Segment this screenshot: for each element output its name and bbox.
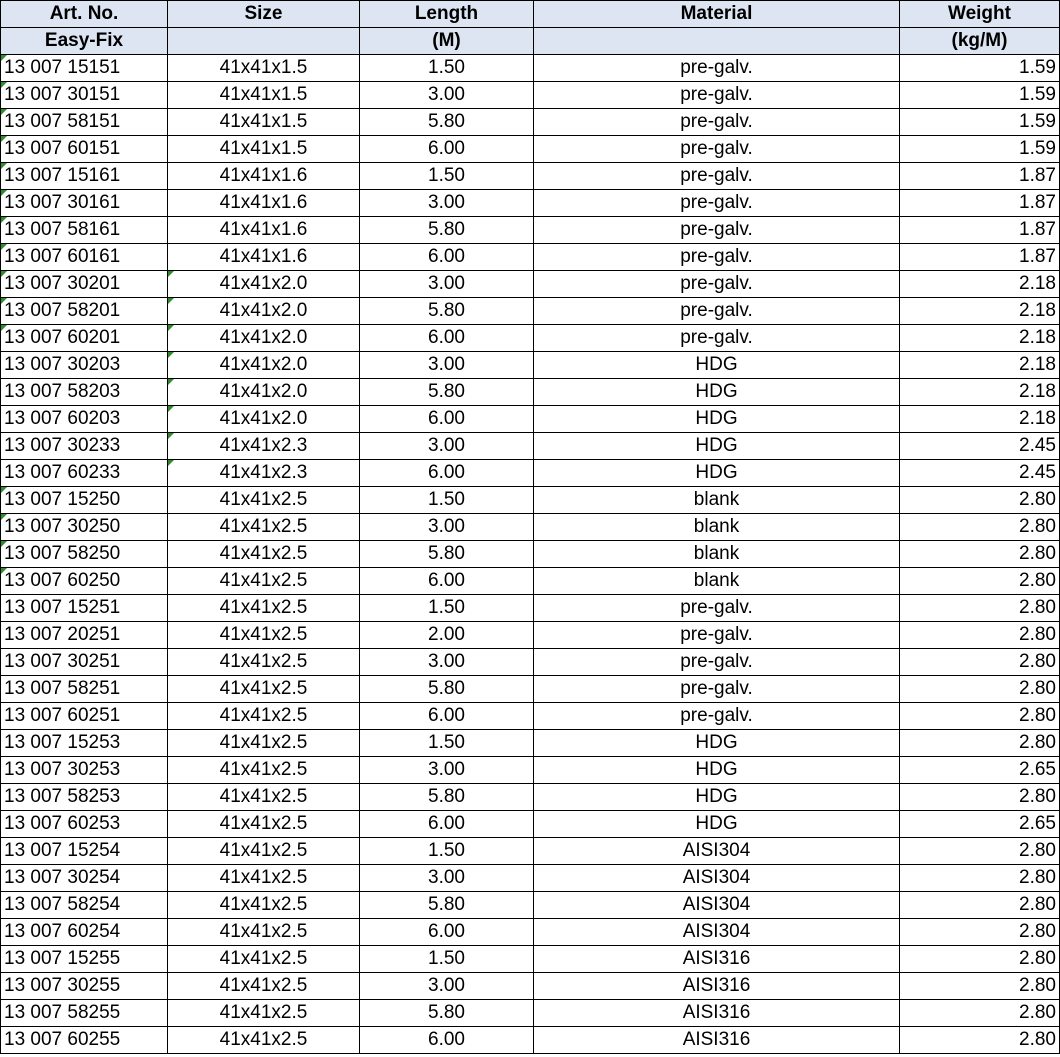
weight-cell: 2.80	[900, 1000, 1060, 1027]
length-cell: 6.00	[360, 703, 534, 730]
material-cell: pre-galv.	[534, 109, 900, 136]
weight-cell: 2.80	[900, 541, 1060, 568]
length-cell: 3.00	[360, 82, 534, 109]
length-cell: 5.80	[360, 1000, 534, 1027]
table-row	[1, 622, 1060, 649]
material-cell: pre-galv.	[534, 163, 900, 190]
size-cell: 41x41x2.5	[168, 730, 360, 757]
art-no-cell: 13 007 58250	[1, 541, 168, 568]
size-cell: 41x41x2.0	[168, 352, 360, 379]
header-row-1	[1, 1, 1060, 28]
table-row	[1, 1027, 1060, 1054]
art-no-cell: 13 007 30201	[1, 271, 168, 298]
art-no-cell: 13 007 20251	[1, 622, 168, 649]
material-cell: HDG	[534, 379, 900, 406]
table-row	[1, 892, 1060, 919]
table-row	[1, 595, 1060, 622]
art-no-cell: 13 007 30250	[1, 514, 168, 541]
header-length-unit: (M)	[360, 28, 534, 55]
material-cell: HDG	[534, 406, 900, 433]
art-no-cell: 13 007 60161	[1, 244, 168, 271]
size-cell: 41x41x2.5	[168, 703, 360, 730]
table-row	[1, 82, 1060, 109]
art-no-cell: 13 007 30161	[1, 190, 168, 217]
length-cell: 3.00	[360, 973, 534, 1000]
material-cell: AISI316	[534, 973, 900, 1000]
weight-cell: 2.80	[900, 514, 1060, 541]
length-cell: 3.00	[360, 433, 534, 460]
art-no-cell: 13 007 30203	[1, 352, 168, 379]
size-cell: 41x41x2.0	[168, 406, 360, 433]
table-row	[1, 568, 1060, 595]
size-cell: 41x41x1.5	[168, 82, 360, 109]
length-cell: 6.00	[360, 460, 534, 487]
size-cell: 41x41x2.5	[168, 865, 360, 892]
table-row	[1, 433, 1060, 460]
length-cell: 1.50	[360, 487, 534, 514]
weight-cell: 2.80	[900, 595, 1060, 622]
weight-cell: 1.87	[900, 190, 1060, 217]
material-cell: pre-galv.	[534, 622, 900, 649]
art-no-cell: 13 007 15253	[1, 730, 168, 757]
table-row	[1, 109, 1060, 136]
weight-cell: 2.45	[900, 433, 1060, 460]
art-no-cell: 13 007 30251	[1, 649, 168, 676]
weight-cell: 1.87	[900, 163, 1060, 190]
size-cell: 41x41x2.0	[168, 379, 360, 406]
table-row	[1, 1000, 1060, 1027]
material-cell: AISI316	[534, 1027, 900, 1054]
table-row	[1, 946, 1060, 973]
table-row	[1, 784, 1060, 811]
weight-cell: 2.18	[900, 271, 1060, 298]
material-cell: blank	[534, 541, 900, 568]
table-row	[1, 676, 1060, 703]
material-cell: blank	[534, 514, 900, 541]
art-no-cell: 13 007 15151	[1, 55, 168, 82]
length-cell: 5.80	[360, 109, 534, 136]
size-cell: 41x41x1.6	[168, 163, 360, 190]
table-row	[1, 730, 1060, 757]
art-no-cell: 13 007 30233	[1, 433, 168, 460]
table-row	[1, 352, 1060, 379]
material-cell: AISI304	[534, 838, 900, 865]
material-cell: pre-galv.	[534, 136, 900, 163]
size-cell: 41x41x1.6	[168, 190, 360, 217]
weight-cell: 2.18	[900, 298, 1060, 325]
weight-cell: 2.80	[900, 946, 1060, 973]
length-cell: 5.80	[360, 298, 534, 325]
material-cell: pre-galv.	[534, 325, 900, 352]
table-row	[1, 487, 1060, 514]
art-no-cell: 13 007 58201	[1, 298, 168, 325]
size-cell: 41x41x2.5	[168, 568, 360, 595]
material-cell: HDG	[534, 730, 900, 757]
material-cell: pre-galv.	[534, 55, 900, 82]
table-row	[1, 325, 1060, 352]
weight-cell: 2.80	[900, 622, 1060, 649]
art-no-cell: 13 007 60253	[1, 811, 168, 838]
size-cell: 41x41x2.5	[168, 946, 360, 973]
weight-cell: 2.80	[900, 919, 1060, 946]
length-cell: 5.80	[360, 676, 534, 703]
art-no-cell: 13 007 30255	[1, 973, 168, 1000]
header-material-sub	[534, 28, 900, 55]
length-cell: 6.00	[360, 919, 534, 946]
material-cell: pre-galv.	[534, 82, 900, 109]
size-cell: 41x41x2.0	[168, 271, 360, 298]
art-no-cell: 13 007 58253	[1, 784, 168, 811]
weight-cell: 2.65	[900, 757, 1060, 784]
weight-cell: 2.18	[900, 352, 1060, 379]
header-material: Material	[534, 1, 900, 28]
table-row	[1, 460, 1060, 487]
length-cell: 3.00	[360, 190, 534, 217]
table-row	[1, 703, 1060, 730]
size-cell: 41x41x2.5	[168, 649, 360, 676]
length-cell: 3.00	[360, 757, 534, 784]
table-row	[1, 244, 1060, 271]
weight-cell: 2.80	[900, 838, 1060, 865]
table-row	[1, 217, 1060, 244]
material-cell: AISI304	[534, 892, 900, 919]
header-length: Length	[360, 1, 534, 28]
art-no-cell: 13 007 60251	[1, 703, 168, 730]
weight-cell: 2.80	[900, 1027, 1060, 1054]
length-cell: 6.00	[360, 406, 534, 433]
weight-cell: 2.80	[900, 784, 1060, 811]
table-row	[1, 973, 1060, 1000]
length-cell: 6.00	[360, 244, 534, 271]
weight-cell: 2.65	[900, 811, 1060, 838]
header-size-sub	[168, 28, 360, 55]
art-no-cell: 13 007 60151	[1, 136, 168, 163]
weight-cell: 1.87	[900, 244, 1060, 271]
art-no-cell: 13 007 60233	[1, 460, 168, 487]
weight-cell: 2.80	[900, 487, 1060, 514]
material-cell: blank	[534, 568, 900, 595]
art-no-cell: 13 007 15251	[1, 595, 168, 622]
header-row-2	[1, 28, 1060, 55]
table-row	[1, 757, 1060, 784]
header-weight-unit: (kg/M)	[900, 28, 1060, 55]
header-art-no: Art. No.	[1, 1, 168, 28]
length-cell: 1.50	[360, 838, 534, 865]
weight-cell: 2.18	[900, 406, 1060, 433]
size-cell: 41x41x2.5	[168, 757, 360, 784]
length-cell: 6.00	[360, 1027, 534, 1054]
table-row	[1, 514, 1060, 541]
length-cell: 3.00	[360, 352, 534, 379]
length-cell: 3.00	[360, 514, 534, 541]
table-header	[1, 1, 1060, 55]
size-cell: 41x41x2.5	[168, 973, 360, 1000]
weight-cell: 2.80	[900, 649, 1060, 676]
table-row	[1, 919, 1060, 946]
material-cell: pre-galv.	[534, 595, 900, 622]
art-no-cell: 13 007 58254	[1, 892, 168, 919]
table-row	[1, 55, 1060, 82]
material-cell: pre-galv.	[534, 649, 900, 676]
table-row	[1, 649, 1060, 676]
material-cell: pre-galv.	[534, 676, 900, 703]
weight-cell: 1.87	[900, 217, 1060, 244]
art-no-cell: 13 007 58203	[1, 379, 168, 406]
weight-cell: 2.18	[900, 325, 1060, 352]
length-cell: 5.80	[360, 892, 534, 919]
art-no-cell: 13 007 30254	[1, 865, 168, 892]
material-cell: HDG	[534, 460, 900, 487]
weight-cell: 2.80	[900, 973, 1060, 1000]
size-cell: 41x41x2.5	[168, 784, 360, 811]
material-cell: HDG	[534, 811, 900, 838]
weight-cell: 2.80	[900, 676, 1060, 703]
length-cell: 1.50	[360, 595, 534, 622]
header-art-no-sub: Easy-Fix	[1, 28, 168, 55]
size-cell: 41x41x1.6	[168, 217, 360, 244]
table-row	[1, 163, 1060, 190]
length-cell: 5.80	[360, 217, 534, 244]
material-cell: pre-galv.	[534, 298, 900, 325]
size-cell: 41x41x2.5	[168, 622, 360, 649]
art-no-cell: 13 007 60201	[1, 325, 168, 352]
material-cell: AISI304	[534, 865, 900, 892]
art-no-cell: 13 007 60250	[1, 568, 168, 595]
weight-cell: 2.80	[900, 865, 1060, 892]
weight-cell: 2.18	[900, 379, 1060, 406]
size-cell: 41x41x2.5	[168, 838, 360, 865]
size-cell: 41x41x2.5	[168, 811, 360, 838]
size-cell: 41x41x2.5	[168, 514, 360, 541]
art-no-cell: 13 007 58151	[1, 109, 168, 136]
weight-cell: 2.80	[900, 703, 1060, 730]
size-cell: 41x41x2.5	[168, 1027, 360, 1054]
table-row	[1, 379, 1060, 406]
material-cell: pre-galv.	[534, 190, 900, 217]
material-cell: AISI316	[534, 1000, 900, 1027]
art-no-cell: 13 007 58251	[1, 676, 168, 703]
material-cell: HDG	[534, 757, 900, 784]
weight-cell: 2.80	[900, 568, 1060, 595]
size-cell: 41x41x2.5	[168, 487, 360, 514]
length-cell: 1.50	[360, 55, 534, 82]
table-row	[1, 406, 1060, 433]
length-cell: 6.00	[360, 325, 534, 352]
size-cell: 41x41x2.3	[168, 460, 360, 487]
material-cell: AISI316	[534, 946, 900, 973]
length-cell: 5.80	[360, 541, 534, 568]
length-cell: 2.00	[360, 622, 534, 649]
size-cell: 41x41x2.5	[168, 892, 360, 919]
material-cell: pre-galv.	[534, 244, 900, 271]
length-cell: 3.00	[360, 865, 534, 892]
material-cell: blank	[534, 487, 900, 514]
header-size: Size	[168, 1, 360, 28]
header-weight: Weight	[900, 1, 1060, 28]
table-row	[1, 811, 1060, 838]
length-cell: 6.00	[360, 811, 534, 838]
size-cell: 41x41x1.5	[168, 55, 360, 82]
table-row	[1, 190, 1060, 217]
art-no-cell: 13 007 60203	[1, 406, 168, 433]
material-cell: HDG	[534, 784, 900, 811]
length-cell: 6.00	[360, 568, 534, 595]
art-no-cell: 13 007 30151	[1, 82, 168, 109]
weight-cell: 1.59	[900, 109, 1060, 136]
size-cell: 41x41x2.5	[168, 676, 360, 703]
material-cell: pre-galv.	[534, 703, 900, 730]
art-no-cell: 13 007 60254	[1, 919, 168, 946]
material-cell: AISI304	[534, 919, 900, 946]
size-cell: 41x41x2.0	[168, 298, 360, 325]
weight-cell: 2.80	[900, 730, 1060, 757]
art-no-cell: 13 007 15255	[1, 946, 168, 973]
length-cell: 1.50	[360, 946, 534, 973]
table-row	[1, 136, 1060, 163]
length-cell: 3.00	[360, 271, 534, 298]
art-no-cell: 13 007 30253	[1, 757, 168, 784]
art-no-cell: 13 007 15250	[1, 487, 168, 514]
material-cell: HDG	[534, 352, 900, 379]
table-row	[1, 298, 1060, 325]
material-cell: pre-galv.	[534, 271, 900, 298]
length-cell: 6.00	[360, 136, 534, 163]
length-cell: 3.00	[360, 649, 534, 676]
length-cell: 1.50	[360, 163, 534, 190]
table-body	[1, 55, 1060, 1054]
size-cell: 41x41x2.5	[168, 595, 360, 622]
size-cell: 41x41x1.6	[168, 244, 360, 271]
length-cell: 5.80	[360, 784, 534, 811]
weight-cell: 1.59	[900, 55, 1060, 82]
size-cell: 41x41x2.0	[168, 325, 360, 352]
size-cell: 41x41x1.5	[168, 109, 360, 136]
material-cell: HDG	[534, 433, 900, 460]
size-cell: 41x41x2.3	[168, 433, 360, 460]
art-no-cell: 13 007 15161	[1, 163, 168, 190]
length-cell: 5.80	[360, 379, 534, 406]
table-row	[1, 541, 1060, 568]
art-no-cell: 13 007 58255	[1, 1000, 168, 1027]
size-cell: 41x41x2.5	[168, 541, 360, 568]
size-cell: 41x41x2.5	[168, 919, 360, 946]
material-cell: pre-galv.	[534, 217, 900, 244]
weight-cell: 2.45	[900, 460, 1060, 487]
size-cell: 41x41x2.5	[168, 1000, 360, 1027]
weight-cell: 1.59	[900, 82, 1060, 109]
art-no-cell: 13 007 60255	[1, 1027, 168, 1054]
size-cell: 41x41x1.5	[168, 136, 360, 163]
table-row	[1, 271, 1060, 298]
length-cell: 1.50	[360, 730, 534, 757]
weight-cell: 1.59	[900, 136, 1060, 163]
art-no-cell: 13 007 58161	[1, 217, 168, 244]
table-row	[1, 865, 1060, 892]
art-no-cell: 13 007 15254	[1, 838, 168, 865]
table-row	[1, 838, 1060, 865]
weight-cell: 2.80	[900, 892, 1060, 919]
